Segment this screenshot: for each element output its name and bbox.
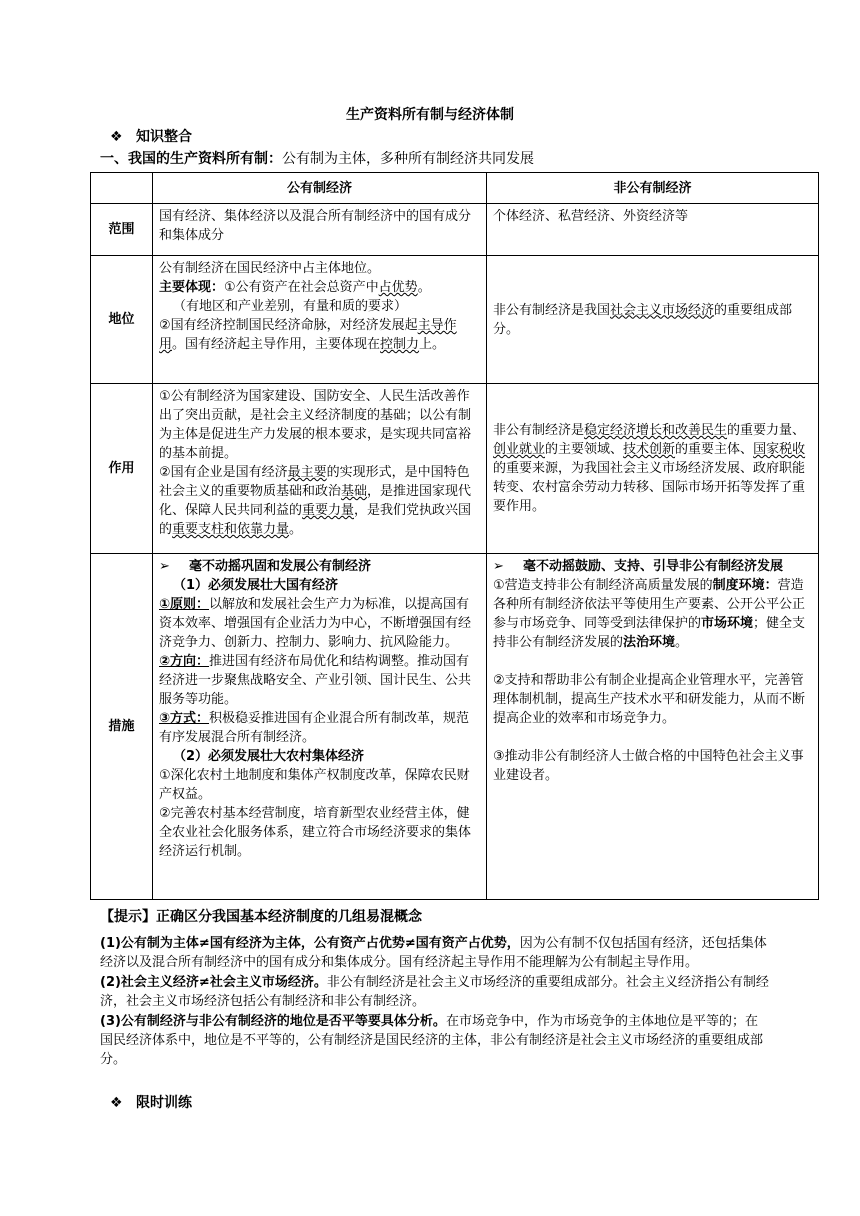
role-em: 最主要 <box>287 465 327 480</box>
header-public: 公有制经济 <box>153 173 487 204</box>
measures-label: ②方向： <box>159 654 210 669</box>
measures-np-item1 <box>493 576 812 652</box>
role-np-em: 国家税收 <box>753 442 806 457</box>
tip-bold: (1)公有制为主体≠国有经济为主体，公有资产占优势≠国有资产占优势， <box>100 936 520 951</box>
status-np-text: 的重要组成部分。 <box>493 302 793 337</box>
status-line: 公有制经济在国民经济中占主体地位。 <box>159 261 381 276</box>
measures-nonpublic <box>487 554 819 900</box>
measures-heading-text: 毫不动摇鼓励、支持、引导非公有制经济发展 <box>523 559 784 574</box>
table-row-measures <box>91 554 819 900</box>
measures-label: ③方式： <box>159 711 210 726</box>
np-text: ①营造支持非公有制经济高质量发展的 <box>493 578 713 593</box>
tip-item <box>100 973 770 1011</box>
measures-label: ①原则： <box>159 597 210 612</box>
row-label-scope: 范围 <box>91 204 153 256</box>
tip-text: 因为公有制不仅包括国有经济，还包括集体经济以及混合所有制经济中的国有成分和集体成分。国有经济起主导作用不能理解为公有制起主导作用。 <box>100 936 767 970</box>
role-np-text: 的重要力量、 <box>727 423 806 438</box>
section-label: 知识整合 <box>136 129 192 145</box>
ownership-table <box>90 172 819 900</box>
measures-sub1: （1）必须发展壮大国有经济 <box>173 578 339 593</box>
role-em: 重要支柱和依靠力量 <box>172 522 290 537</box>
section-label: 限时训练 <box>136 1095 192 1111</box>
np-text: 。 <box>675 635 689 650</box>
status-np-em: 社会主义市场经济 <box>610 302 715 318</box>
status-text: ②国有经济控制国民经济命脉，对经济发展起 <box>159 318 418 333</box>
tip-item <box>100 1012 770 1069</box>
bullet-diamond-icon: ❖ <box>110 1095 123 1111</box>
table-header-row <box>91 173 819 204</box>
role-para <box>159 463 480 539</box>
role-np-text: 的重要主体、 <box>675 442 754 457</box>
section-training <box>110 1094 192 1113</box>
status-em: 控制力 <box>380 337 420 352</box>
role-text: ②国有企业是国有经济 <box>159 465 288 480</box>
status-text: 。国有经济起主导作用，主要体现在 <box>172 337 381 352</box>
status-note: （有地区和产业差别，有量和质的要求） <box>173 299 408 314</box>
np-em: 市场环境 <box>701 616 754 631</box>
np-text: 营造各种所有制经济依法平等使用生产要素、公开公平公正参与市场竞争、同等受到法律保护的 <box>493 578 806 631</box>
measures-text: 积极稳妥推进国有企业混合所有制改革，规范有序发展混合所有制经济。 <box>159 711 470 745</box>
role-em: 基础 <box>341 484 368 499</box>
measures-np-heading <box>493 557 812 576</box>
role-np-text: 的重要来源，为我国社会主义市场经济发展、政府职能转变、农村富余劳动力转移、国际市场开拓等发挥了重要作用。 <box>493 461 806 514</box>
role-text: 。 <box>289 522 303 537</box>
table-row-scope <box>91 204 819 256</box>
row-label-status: 地位 <box>91 256 153 384</box>
measures-np-item2: ②支持和帮助非公有制企业提高企业管理水平，完善管理体制机制，提高生产技术水平和研发能力，从而不断提高企业的效率和市场竞争力。 <box>493 673 806 726</box>
status-text: 。 <box>417 280 431 295</box>
scope-nonpublic: 个体经济、私营经济、外资经济等 <box>487 204 819 256</box>
table-row-role <box>91 384 819 554</box>
measures-text: 以解放和发展社会生产力为标准，以提高国有资本效率、增强国有企业活力为中心，不断增强国有经济竞争力、创新力、控制力、影响力、抗风险能力。 <box>159 597 472 650</box>
measures-item: ①深化农村土地制度和集体产权制度改革，保障农民财产权益。 <box>159 768 470 802</box>
heading-bold: 一、我国的生产资料所有制： <box>100 151 282 167</box>
status-em: 主导作用 <box>159 318 457 352</box>
bullet-diamond-icon: ❖ <box>110 129 123 145</box>
status-em: 占优势 <box>378 280 418 295</box>
status-dominant <box>159 316 480 354</box>
measures-public-heading <box>159 557 480 576</box>
measures-public <box>153 554 487 900</box>
tip-text: 非公有制经济是社会主义市场经济的重要组成部分。社会主义经济指公有制经济，社会主义市场经济包括公有制经济和非公有制经济。 <box>100 975 769 1009</box>
tips-body <box>100 934 770 1069</box>
measures-sub2: （2）必须发展壮大农村集体经济 <box>173 749 365 764</box>
role-em: 重要力量 <box>302 503 355 518</box>
role-nonpublic <box>487 384 819 554</box>
role-text: ，是推进国家现代化、保障人民共同利益的 <box>159 484 472 518</box>
role-np-em: 创业就业 <box>493 442 546 457</box>
heading-rest: 公有制为主体，多种所有制经济共同发展 <box>282 151 534 167</box>
measures-principle <box>159 595 480 652</box>
role-np-em: 稳定经济增长和改善民生 <box>584 423 728 438</box>
table-row-status <box>91 256 819 384</box>
status-main <box>159 278 480 297</box>
status-public <box>153 256 487 384</box>
status-nonpublic <box>487 256 819 384</box>
role-np-text: 的主要领域、 <box>545 442 624 457</box>
tip-item <box>100 934 770 972</box>
scope-public: 国有经济、集体经济以及混合所有制经济中的国有成分和集体成分 <box>153 204 487 256</box>
header-empty <box>91 173 153 204</box>
arrow-icon: ➢ <box>159 559 170 574</box>
role-para: ①公有制经济为国家建设、国防安全、人民生活改善作出了突出贡献，是社会主义经济制度的基础；以公有制为主体是促进生产力发展的根本要求，是实现共同富裕的基本前提。 <box>159 389 472 461</box>
measures-text: 推进国有经济布局优化和结构调整。推动国有经济进一步聚焦战略安全、产业引领、国计民生、公共服务等功能。 <box>159 654 472 707</box>
measures-method <box>159 709 480 747</box>
role-np-text: 非公有制经济是 <box>493 423 585 438</box>
section-knowledge <box>110 128 192 147</box>
status-text: ①公有资产在社会总资产中 <box>224 280 379 295</box>
np-text: ；健全支持非公有制经济发展的 <box>493 616 806 650</box>
page-title: 生产资料所有制与经济体制 <box>346 107 514 123</box>
tip-bold: (2)社会主义经济≠社会主义市场经济。 <box>100 975 327 990</box>
row-label-measures: 措施 <box>91 554 153 900</box>
status-text: 上。 <box>419 337 446 352</box>
heading-ownership <box>100 150 534 169</box>
measures-np-item3: ③推动非公有制经济人士做合格的中国特色社会主义事业建设者。 <box>493 749 804 783</box>
measures-item: ②完善农村基本经营制度，培育新型农业经营主体，健全农业社会化服务体系，建立符合市场经济要求的集体经济运行机制。 <box>159 806 472 859</box>
arrow-icon: ➢ <box>493 559 504 574</box>
role-public <box>153 384 487 554</box>
header-nonpublic: 非公有制经济 <box>487 173 819 204</box>
row-label-role: 作用 <box>91 384 153 554</box>
np-em: 制度环境： <box>712 578 778 593</box>
tip-text: 在市场竞争中，作为市场竞争的主体地位是平等的；在国民经济体系中，地位是不平等的，公有制经济是国民经济的主体，非公有制经济是社会主义市场经济的重要组成部分。 <box>100 1014 764 1067</box>
np-em: 法治环境 <box>623 635 676 650</box>
tip-bold: (3)公有制经济与非公有制经济的地位是否平等要具体分析。 <box>100 1014 446 1029</box>
status-main-label: 主要体现： <box>159 280 225 295</box>
role-text: 的实现形式，是中国特色社会主义的重要物质基础和政治 <box>159 465 470 499</box>
tips-heading: 【提示】正确区分我国基本经济制度的几组易混概念 <box>100 909 422 925</box>
role-text: ，是我们党执政兴国的 <box>159 503 472 537</box>
status-np-text: 非公有制经济是我国 <box>493 302 611 318</box>
measures-heading-text: 毫不动摇巩固和发展公有制经济 <box>189 559 372 574</box>
role-np-em: 技术创新 <box>623 442 676 457</box>
measures-direction <box>159 652 480 709</box>
